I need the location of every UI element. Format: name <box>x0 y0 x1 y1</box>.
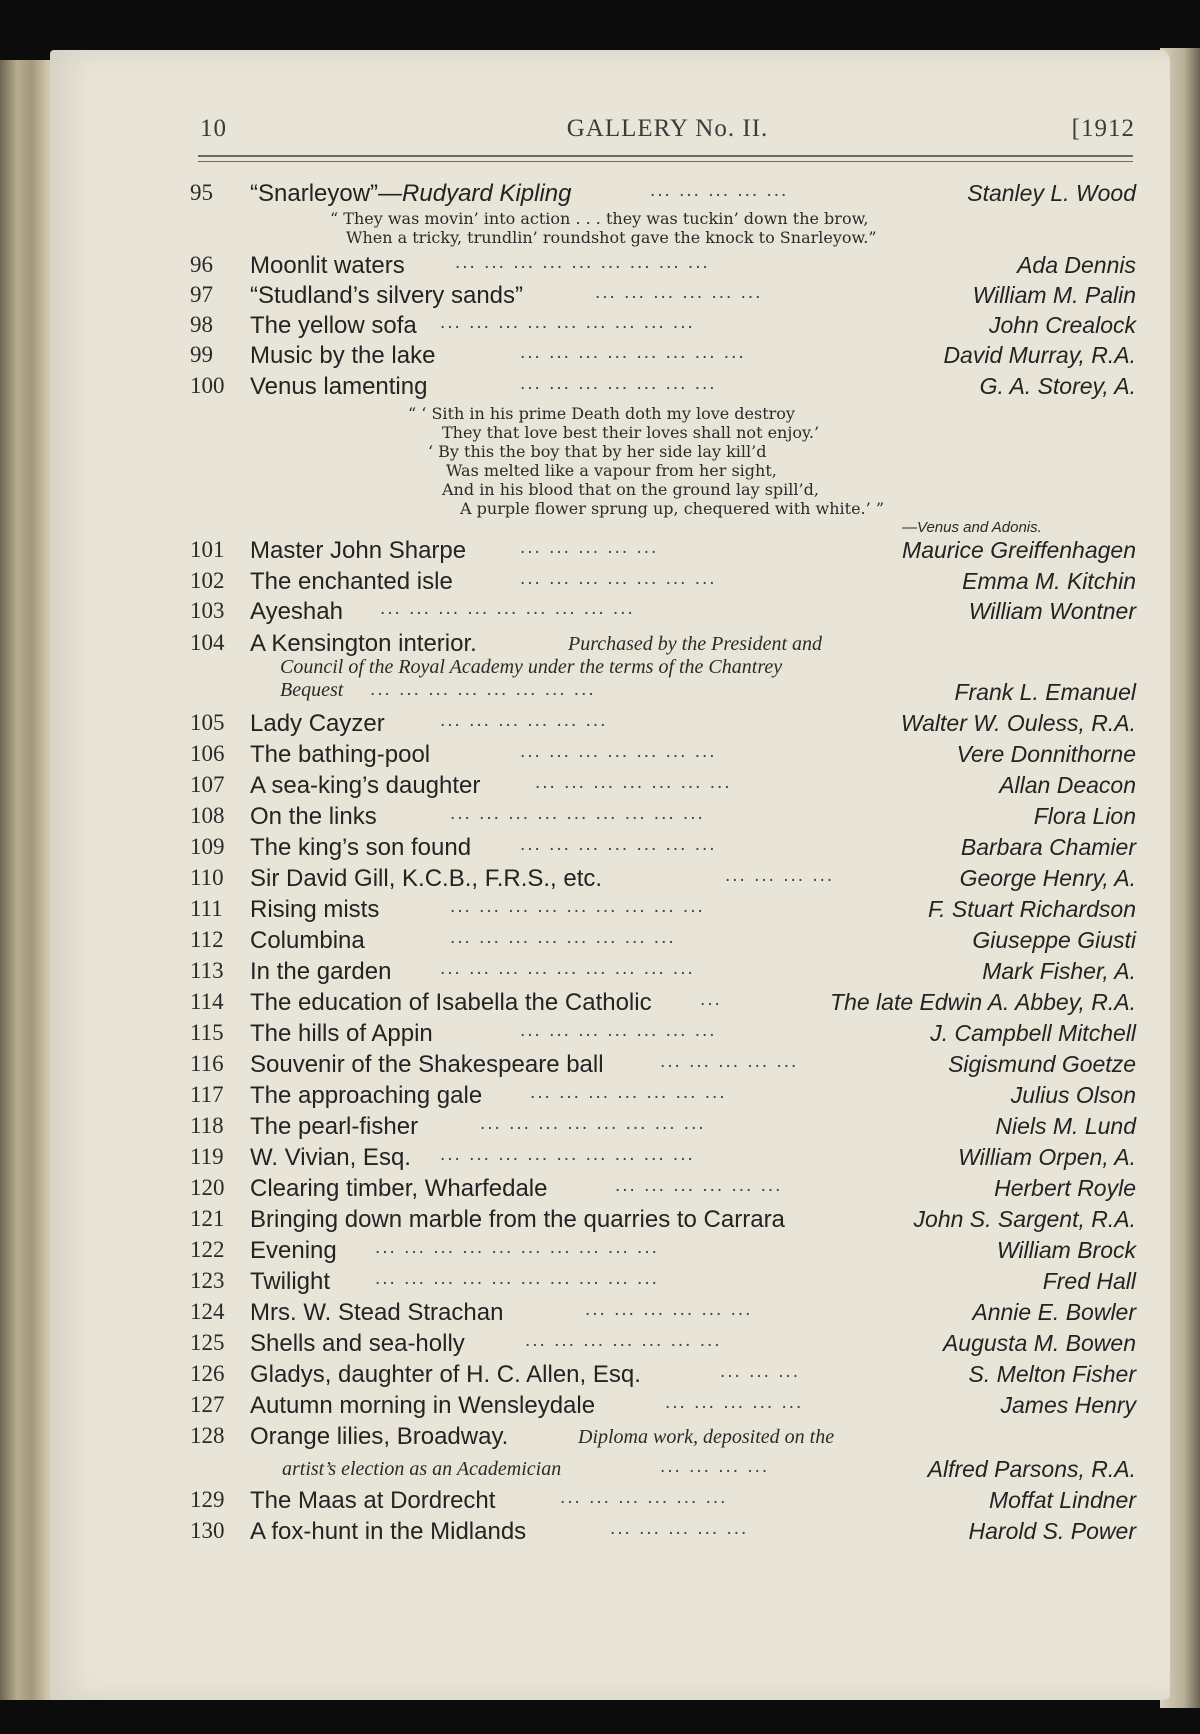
leader-dots: ... ... ... ... ... ... ... ... ... <box>440 958 695 979</box>
entry-title: “Studland’s silvery sands” <box>250 282 524 309</box>
entry-number: 127 <box>190 1392 225 1417</box>
catalogue-entry <box>190 958 1136 988</box>
catalogue-entry <box>190 180 1136 210</box>
entry-artist: Walter W. Ouless, R.A. <box>900 710 1136 736</box>
entry-title: Columbina <box>250 927 365 954</box>
entry-artist: Annie E. Bowler <box>972 1299 1136 1325</box>
catalogue-entry <box>190 989 1136 1019</box>
catalogue-entry <box>190 598 1136 628</box>
entry-title: In the garden <box>250 958 392 985</box>
entry-number: 116 <box>190 1051 224 1076</box>
entry-number: 111 <box>190 896 223 921</box>
epigraph-line: Was melted like a vapour from her sight, <box>446 461 777 480</box>
leader-dots: ... ... ... ... ... ... <box>560 1487 728 1508</box>
leader-dots: ... ... ... ... ... ... <box>440 710 608 731</box>
entry-artist: Moffat Lindner <box>988 1487 1136 1513</box>
entry-artist: William Orpen, A. <box>958 1144 1136 1170</box>
header-rule <box>198 155 1133 157</box>
page-year: [1912 <box>1071 115 1135 142</box>
entry-artist: Herbert Royle <box>994 1175 1136 1201</box>
catalogue-entry <box>190 834 1136 864</box>
entry-number: 95 <box>190 180 213 205</box>
entry-title: The enchanted isle <box>250 568 453 595</box>
entry-artist: James Henry <box>1000 1392 1136 1418</box>
leader-dots: ... ... ... ... ... ... ... ... ... <box>440 312 695 333</box>
entry-title: “Snarleyow”—Rudyard Kipling <box>250 180 572 207</box>
entry-note: artist’s election as an Academician <box>282 1458 562 1480</box>
catalogue-entry <box>190 896 1136 926</box>
entry-number: 119 <box>190 1144 224 1169</box>
entry-note: Diploma work, deposited on the <box>578 1426 835 1448</box>
catalogue-entry <box>190 1082 1136 1112</box>
entry-artist: F. Stuart Richardson <box>928 896 1136 922</box>
entry-artist: Mark Fisher, A. <box>982 958 1136 984</box>
leader-dots: ... ... ... ... ... ... ... <box>520 834 717 855</box>
entry-artist: S. Melton Fisher <box>968 1361 1136 1387</box>
catalogue-entry <box>190 537 1136 567</box>
catalogue-entry <box>190 803 1136 833</box>
catalogue-entry <box>190 568 1136 598</box>
entry-artist: Julius Olson <box>1010 1082 1136 1108</box>
entry-number: 129 <box>190 1487 225 1512</box>
catalogue-entry <box>190 927 1136 957</box>
catalogue-entry <box>190 373 1136 403</box>
entry-number: 121 <box>190 1206 225 1231</box>
leader-dots: ... ... ... ... ... ... ... <box>520 741 717 762</box>
entry-title: Bringing down marble from the quarries to Carrara <box>250 1206 785 1233</box>
leader-dots: ... ... ... ... ... ... ... ... <box>450 927 676 948</box>
entry-title: Gladys, daughter of H. C. Allen, Esq. <box>250 1361 641 1388</box>
catalogue-entry <box>190 342 1136 372</box>
leader-dots: ... ... ... ... ... ... ... ... ... ... <box>375 1237 659 1258</box>
entry-artist: George Henry, A. <box>959 865 1136 891</box>
entry-number: 105 <box>190 710 225 735</box>
entry-number: 108 <box>190 803 225 828</box>
entry-title: The pearl-fisher <box>250 1113 419 1140</box>
entry-title: Mrs. W. Stead Strachan <box>250 1299 504 1326</box>
entry-title: The education of Isabella the Catholic <box>250 989 652 1016</box>
entry-artist: Fred Hall <box>1042 1268 1136 1294</box>
entry-title: The bathing-pool <box>250 741 431 768</box>
entry-number: 130 <box>190 1518 225 1543</box>
leader-dots: ... ... ... ... ... <box>660 1051 799 1072</box>
catalogue-entry <box>190 1237 1136 1267</box>
header-rule-thin <box>198 161 1133 162</box>
page-title: GALLERY No. II. <box>566 115 769 142</box>
entry-number: 99 <box>190 342 213 367</box>
leader-dots: ... ... ... ... <box>660 1456 770 1477</box>
catalogue-entry <box>190 741 1136 771</box>
leader-dots: ... ... ... ... ... <box>665 1392 804 1413</box>
epigraph-line: “ ‘ Sith in his prime Death doth my love destroy <box>408 404 795 423</box>
entry-number: 103 <box>190 598 225 623</box>
entry-artist: Niels M. Lund <box>995 1113 1136 1139</box>
entry-artist: Flora Lion <box>1033 803 1136 829</box>
leader-dots: ... ... ... ... ... ... ... <box>520 1020 717 1041</box>
entry-title: A sea-king’s daughter <box>250 772 481 799</box>
catalogue-entry <box>190 1299 1136 1329</box>
entry-artist: Harold S. Power <box>968 1518 1136 1544</box>
catalogue-entry <box>190 1487 1136 1517</box>
entry-title: Rising mists <box>250 896 380 923</box>
leader-dots: ... <box>700 989 722 1010</box>
entry-title: W. Vivian, Esq. <box>250 1144 411 1171</box>
entry-title: Autumn morning in Wensleydale <box>250 1392 596 1419</box>
entry-title: Evening <box>250 1237 337 1264</box>
entry-number: 114 <box>190 989 224 1014</box>
catalogue-entry <box>190 1020 1136 1050</box>
entry-artist: William Wontner <box>968 598 1136 624</box>
entry-number: 117 <box>190 1082 224 1107</box>
entry-artist: Frank L. Emanuel <box>954 679 1136 705</box>
entry-artist: William M. Palin <box>972 282 1136 308</box>
entry-number: 107 <box>190 772 225 797</box>
entry-number: 96 <box>190 252 213 277</box>
entry-title: Ayeshah <box>250 598 343 625</box>
leader-dots: ... ... ... ... ... ... ... <box>535 772 732 793</box>
entry-artist: Augusta M. Bowen <box>942 1330 1136 1356</box>
leader-dots: ... ... ... ... ... ... ... ... <box>480 1113 706 1134</box>
entry-title: Clearing timber, Wharfedale <box>250 1175 548 1202</box>
leader-dots: ... ... ... ... ... ... ... ... ... ... <box>375 1268 659 1289</box>
entry-title: The approaching gale <box>250 1082 483 1109</box>
entry-artist: Sigismund Goetze <box>948 1051 1136 1077</box>
entry-artist: Allan Deacon <box>999 772 1136 798</box>
entry-number: 112 <box>190 927 224 952</box>
entry-number: 124 <box>190 1299 225 1324</box>
entry-number: 101 <box>190 537 225 562</box>
catalogue-entry <box>190 1392 1136 1422</box>
entry-artist: Maurice Greiffenhagen <box>902 537 1136 563</box>
catalogue-entry <box>190 1268 1136 1298</box>
leader-dots: ... ... ... ... ... ... ... ... ... <box>455 252 710 273</box>
catalogue-entry <box>190 1361 1136 1391</box>
entry-number: 115 <box>190 1020 224 1045</box>
entry-artist: Vere Donnithorne <box>956 741 1136 767</box>
catalogue-entry <box>190 1175 1136 1205</box>
entry-number: 110 <box>190 865 224 890</box>
entry-number: 113 <box>190 958 224 983</box>
epigraph-line: And in his blood that on the ground lay spill’d, <box>442 480 819 499</box>
entry-number: 104 <box>190 630 225 655</box>
leader-dots: ... ... ... ... ... <box>650 180 789 201</box>
entry-artist: Giuseppe Giusti <box>972 927 1136 953</box>
entry-number: 109 <box>190 834 225 859</box>
leader-dots: ... ... ... <box>720 1361 801 1382</box>
leader-dots: ... ... ... ... ... ... <box>595 282 763 303</box>
leader-dots: ... ... ... ... ... ... ... ... ... <box>450 896 705 917</box>
page-header <box>200 115 1135 155</box>
catalogue-entry <box>190 1518 1136 1548</box>
leader-dots: ... ... ... ... ... ... ... ... ... <box>450 803 705 824</box>
entry-number: 118 <box>190 1113 224 1138</box>
catalogue-entry <box>190 772 1136 802</box>
entry-note: Bequest <box>280 679 344 701</box>
leader-dots: ... ... ... ... ... ... ... <box>520 568 717 589</box>
leader-dots: ... ... ... ... ... ... <box>585 1299 753 1320</box>
entry-title: Music by the lake <box>250 342 436 369</box>
entry-number: 122 <box>190 1237 225 1262</box>
leader-dots: ... ... ... ... ... <box>610 1518 749 1539</box>
entry-number: 125 <box>190 1330 225 1355</box>
entry-title: Shells and sea-holly <box>250 1330 465 1357</box>
epigraph-line: A purple flower sprung up, chequered with white.’ ” <box>460 499 884 518</box>
leader-dots: ... ... ... ... ... ... ... ... <box>370 679 596 700</box>
entry-artist: William Brock <box>996 1237 1136 1263</box>
catalogue-entry <box>190 1144 1136 1174</box>
leader-dots: ... ... ... ... ... ... ... <box>525 1330 722 1351</box>
entry-artist: Stanley L. Wood <box>967 180 1136 206</box>
entry-continuation <box>190 1456 1136 1486</box>
entry-number: 102 <box>190 568 225 593</box>
entry-title: Venus lamenting <box>250 373 428 400</box>
entry-title: Lady Cayzer <box>250 710 385 737</box>
epigraph-line: ‘ By this the boy that by her side lay kill’d <box>428 442 767 461</box>
entry-title: Sir David Gill, K.C.B., F.R.S., etc. <box>250 865 603 892</box>
entry-title: Orange lilies, Broadway. <box>250 1423 509 1450</box>
entry-number: 106 <box>190 741 225 766</box>
catalogue-entry <box>190 282 1136 312</box>
catalogue-entry <box>190 312 1136 342</box>
entry-number: 120 <box>190 1175 225 1200</box>
leader-dots: ... ... ... ... ... ... ... ... <box>520 342 746 363</box>
entry-title: A fox-hunt in the Midlands <box>250 1518 527 1545</box>
catalogue-entry <box>190 1113 1136 1143</box>
entry-number: 97 <box>190 282 213 307</box>
entry-artist: Ada Dennis <box>1017 252 1136 278</box>
entry-artist: The late Edwin A. Abbey, R.A. <box>830 989 1136 1015</box>
catalogue-entry <box>190 1330 1136 1360</box>
entry-artist: J. Campbell Mitchell <box>930 1020 1136 1046</box>
entry-title: The hills of Appin <box>250 1020 433 1047</box>
leader-dots: ... ... ... ... ... ... ... <box>530 1082 727 1103</box>
catalogue-entry <box>190 865 1136 895</box>
page-number: 10 <box>200 115 227 142</box>
entry-artist: Alfred Parsons, R.A. <box>927 1456 1136 1482</box>
catalogue-entry <box>190 1051 1136 1081</box>
entry-title: The king’s son found <box>250 834 472 861</box>
entry-artist: David Murray, R.A. <box>943 342 1136 368</box>
entry-number: 123 <box>190 1268 225 1293</box>
catalogue-entry <box>190 710 1136 740</box>
entry-number: 100 <box>190 373 225 398</box>
epigraph-attribution: —Venus and Adonis. <box>902 519 1042 536</box>
entry-number: 128 <box>190 1423 225 1448</box>
epigraph-line: “ They was movin’ into action . . . they was tuckin’ down the brow, <box>330 209 869 228</box>
entry-title: A Kensington interior. <box>250 630 477 657</box>
entry-artist: Emma M. Kitchin <box>962 568 1136 594</box>
entry-note: Purchased by the President and <box>568 633 823 655</box>
entry-title: Master John Sharpe <box>250 537 467 564</box>
leader-dots: ... ... ... ... ... ... ... ... ... <box>380 598 635 619</box>
leader-dots: ... ... ... ... ... ... ... <box>520 373 717 394</box>
catalogue-entry <box>190 1206 1136 1236</box>
entry-title: The Maas at Dordrecht <box>250 1487 496 1514</box>
leader-dots: ... ... ... ... <box>725 865 835 886</box>
leader-dots: ... ... ... ... ... ... ... ... ... <box>440 1144 695 1165</box>
entry-title: Souvenir of the Shakespeare ball <box>250 1051 604 1078</box>
leader-dots: ... ... ... ... ... <box>520 537 659 558</box>
entry-number: 98 <box>190 312 213 337</box>
entry-title: On the links <box>250 803 377 830</box>
epigraph-line: They that love best their loves shall not enjoy.’ <box>442 423 820 442</box>
entry-note: Council of the Royal Academy under the terms of the Chantrey <box>280 656 783 678</box>
catalogue-entry <box>190 252 1136 282</box>
entry-artist: Barbara Chamier <box>960 834 1136 860</box>
entry-artist: G. A. Storey, A. <box>979 373 1136 399</box>
leader-dots: ... ... ... ... ... ... <box>615 1175 783 1196</box>
entry-artist: John S. Sargent, R.A. <box>913 1206 1136 1232</box>
entry-title: Twilight <box>250 1268 331 1295</box>
entry-continuation <box>190 679 1136 709</box>
entry-number: 126 <box>190 1361 225 1386</box>
entry-artist: John Crealock <box>988 312 1136 338</box>
entry-title: Moonlit waters <box>250 252 405 279</box>
epigraph-line: When a tricky, trundlin’ roundshot gave the knock to Snarleyow.” <box>346 228 877 247</box>
entry-title: The yellow sofa <box>250 312 417 339</box>
